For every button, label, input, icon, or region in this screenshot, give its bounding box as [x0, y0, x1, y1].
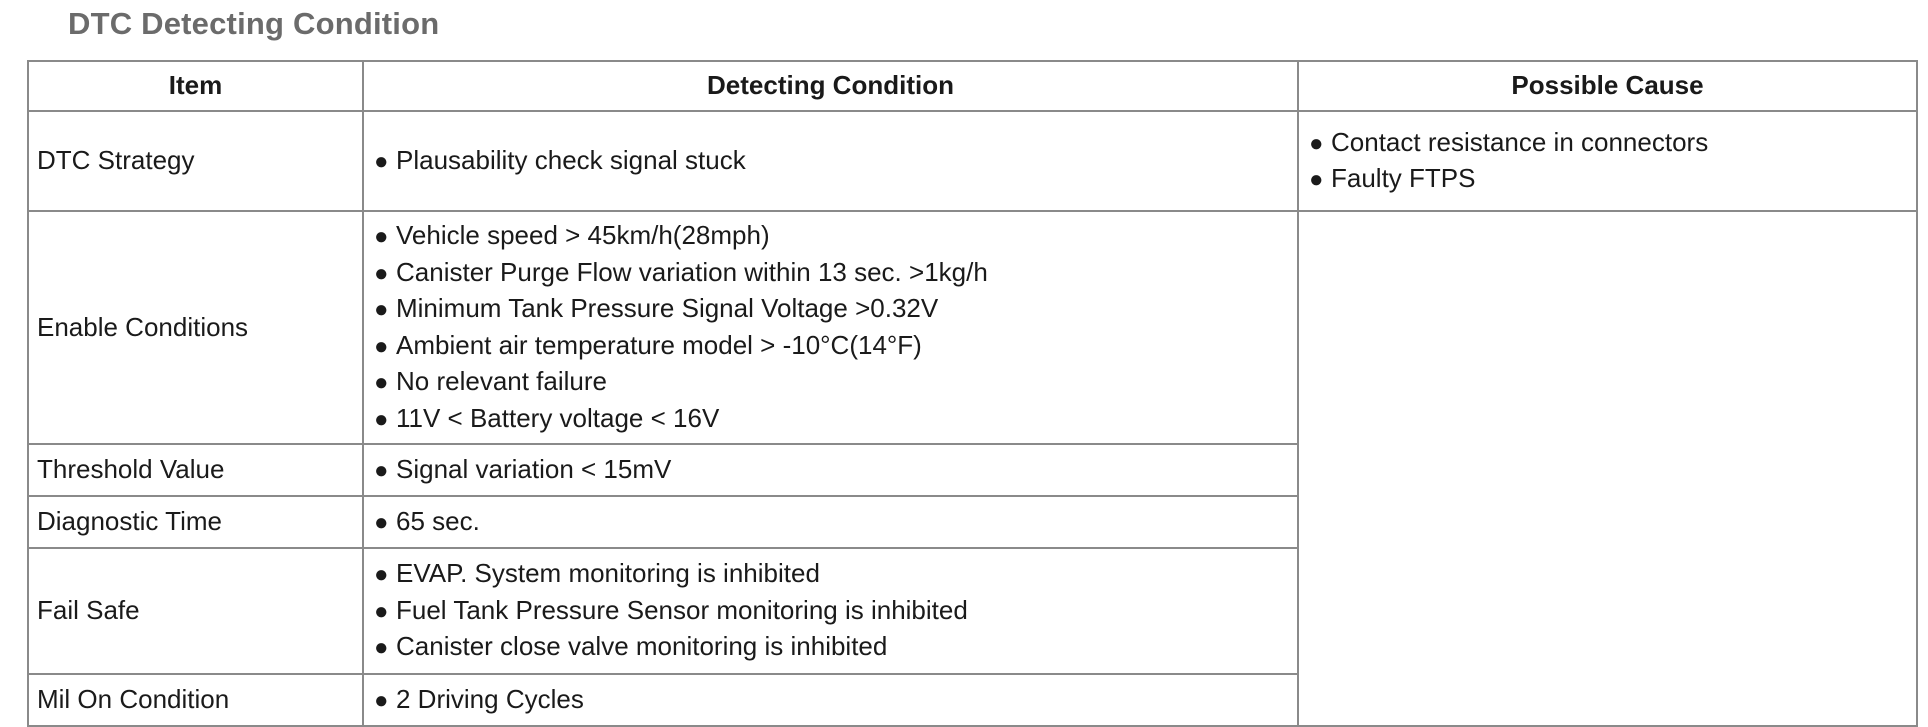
bullet-icon: ●: [374, 597, 389, 625]
bullet-icon: ●: [374, 456, 389, 484]
bullet-icon: ●: [374, 332, 389, 360]
list-item: ● Plausability check signal stuck: [374, 143, 1289, 180]
row-conditions: [363, 111, 1298, 211]
row-conditions: [363, 548, 1298, 674]
list-item: ● No relevant failure: [374, 364, 1289, 401]
list-item: ● EVAP. System monitoring is inhibited: [374, 556, 1289, 593]
bullet-icon: ●: [374, 561, 389, 589]
bullet-icon: ●: [374, 147, 389, 175]
header-detecting-condition: Detecting Condition: [363, 61, 1298, 111]
dtc-table: [27, 60, 1918, 727]
list-item: ● 11V < Battery voltage < 16V: [374, 401, 1289, 438]
bullet-icon: ●: [374, 634, 389, 662]
list-item: ● 65 sec.: [374, 504, 1289, 541]
bullet-icon: ●: [374, 259, 389, 287]
list-item: ● Fuel Tank Pressure Sensor monitoring is inhibited: [374, 593, 1289, 630]
list-item: ● 2 Driving Cycles: [374, 682, 1289, 719]
table-row: [28, 111, 1917, 211]
row-item-label: Threshold Value: [28, 444, 363, 496]
list-item: ● Canister Purge Flow variation within 13 sec. >1kg/h: [374, 255, 1289, 292]
row-conditions: [363, 444, 1298, 496]
list-item: ● Contact resistance in connectors: [1309, 125, 1908, 162]
bullet-icon: ●: [374, 405, 389, 433]
possible-cause-cell: [1298, 111, 1917, 211]
row-conditions: [363, 496, 1298, 548]
bullet-icon: ●: [374, 686, 389, 714]
list-item: ● Canister close valve monitoring is inhibited: [374, 629, 1289, 666]
bullet-icon: ●: [374, 296, 389, 323]
bullet-icon: ●: [374, 369, 389, 396]
row-item-label: Fail Safe: [28, 548, 363, 674]
table-header-row: [28, 61, 1917, 111]
row-item-label: Mil On Condition: [28, 674, 363, 726]
row-item-label: Diagnostic Time: [28, 496, 363, 548]
table-row: [28, 211, 1917, 444]
row-conditions: [363, 211, 1298, 444]
list-item: ● Faulty FTPS: [1309, 161, 1908, 198]
header-item: Item: [28, 61, 363, 111]
list-item: ● Vehicle speed > 45km/h(28mph): [374, 218, 1289, 255]
page-title: DTC Detecting Condition: [68, 6, 440, 41]
list-item: ● Signal variation < 15mV: [374, 452, 1289, 489]
list-item: ● Minimum Tank Pressure Signal Voltage >0.32V: [374, 291, 1289, 328]
row-item-label: DTC Strategy: [28, 111, 363, 211]
row-item-label: Enable Conditions: [28, 211, 363, 444]
header-possible-cause: Possible Cause: [1298, 61, 1917, 111]
list-item: ● Ambient air temperature model > -10°C(14°F): [374, 328, 1289, 365]
bullet-icon: ●: [1309, 129, 1324, 157]
row-conditions: [363, 674, 1298, 726]
bullet-icon: ●: [1309, 166, 1324, 193]
bullet-icon: ●: [374, 223, 389, 250]
bullet-icon: ●: [374, 508, 389, 536]
possible-cause-empty-cell: [1298, 211, 1917, 726]
